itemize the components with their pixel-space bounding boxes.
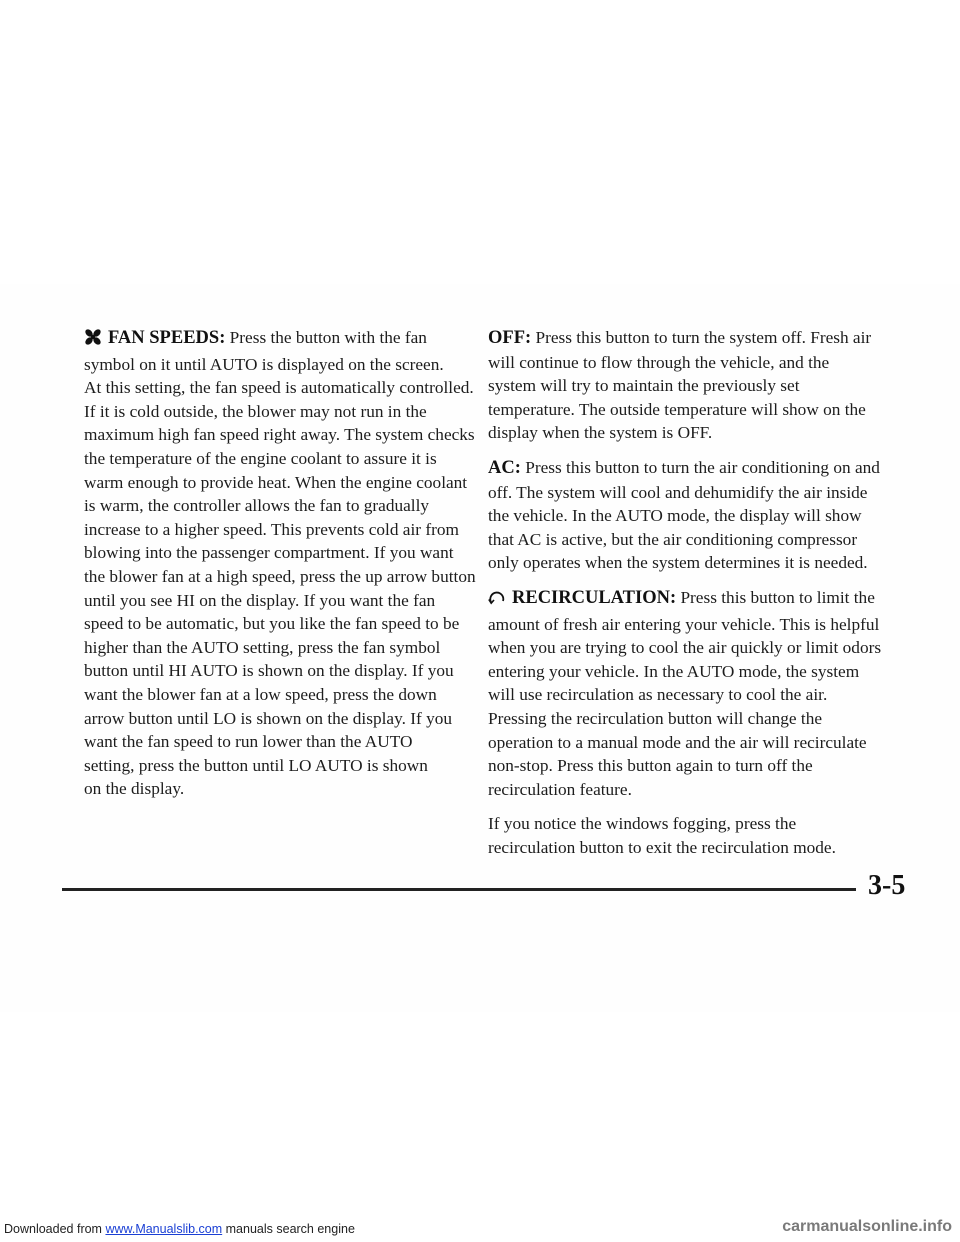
fan-speeds-first-line (84, 326, 486, 353)
off-first-line (488, 326, 918, 351)
fan-speeds-line: warm enough to provide heat. When the engine coolant (84, 472, 468, 492)
fan-speeds-line: arrow button until LO is shown on the display. If you (84, 708, 452, 728)
off-line: display when the system is OFF. (488, 423, 713, 443)
fan-speeds-line: want the blower fan at a low speed, press the down (84, 684, 437, 704)
ac-first-line (488, 456, 918, 481)
fan-speeds-line: higher than the AUTO setting, press the fan symbol (84, 637, 441, 657)
fan-speeds-line: If it is cold outside, the blower may not run in the (84, 401, 427, 421)
off-heading: OFF: (488, 328, 532, 348)
fan-speeds-line: want the fan speed to run lower than the AUTO (84, 732, 413, 752)
fan-speeds-line: Press the button with the fan (225, 328, 427, 347)
recirculation-line: non-stop. Press this button again to turn off the (488, 756, 813, 776)
fan-speeds-paragraph (84, 326, 486, 801)
off-line: Press this button to turn the system off. Fresh air (531, 328, 872, 347)
recirculation-line: Pressing the recirculation button will change the (488, 708, 823, 728)
page-number: 3-5 (868, 870, 906, 901)
watermark: carmanualsonline.info (782, 1218, 952, 1235)
recirculation-line: entering your vehicle. In the AUTO mode, the system (488, 661, 860, 681)
off-line: temperature. The outside temperature will show on the (488, 399, 866, 419)
recirculation-icon (488, 589, 506, 613)
fan-speeds-line: speed to be automatic, but you like the fan speed to be (84, 614, 460, 634)
off-paragraph (488, 326, 918, 445)
fogging-line: recirculation button to exit the recirculation mode. (488, 837, 836, 857)
download-footer (4, 1222, 355, 1236)
right-column (488, 326, 918, 870)
fan-speeds-line: At this setting, the fan speed is automatically controlled. (84, 378, 474, 398)
recirculation-line: will use recirculation as necessary to cool the air. (488, 685, 828, 705)
footer-prefix: Downloaded from (4, 1222, 106, 1236)
left-column (84, 326, 486, 812)
fan-icon (84, 328, 102, 353)
fan-speeds-heading: FAN SPEEDS: (108, 328, 226, 348)
ac-paragraph (488, 456, 918, 575)
fan-speeds-line: blowing into the passenger compartment. If you want (84, 543, 454, 563)
ac-line: only operates when the system determines it is needed. (488, 553, 868, 573)
footer-suffix: manuals search engine (222, 1222, 355, 1236)
ac-line: Press this button to turn the air conditioning on and (520, 457, 880, 477)
ac-line: that AC is active, but the air conditioning compressor (488, 529, 858, 549)
manualslib-link[interactable]: www.Manualslib.com (105, 1222, 223, 1236)
footer-rule (62, 888, 856, 891)
fan-speeds-line: is warm, the controller allows the fan to gradually (84, 496, 430, 516)
fan-speeds-line: the temperature of the engine coolant to assure it is (84, 448, 437, 468)
ac-line: the vehicle. In the AUTO mode, the display will show (488, 506, 862, 526)
recirculation-line: operation to a manual mode and the air will recirculate (488, 732, 867, 752)
fan-speeds-line: setting, press the button until LO AUTO is shown (84, 755, 428, 775)
recirculation-paragraph (488, 586, 918, 801)
recirculation-line: amount of fresh air entering your vehicle. This is helpful (488, 614, 880, 634)
recirculation-line: recirculation feature. (488, 779, 632, 799)
fan-speeds-line: the blower fan at a high speed, press the up arrow button (84, 566, 476, 586)
fan-speeds-line: until you see HI on the display. If you want the fan (84, 590, 436, 610)
recirculation-heading: RECIRCULATION: (512, 587, 677, 608)
recirculation-first-line (488, 586, 918, 613)
fan-speeds-line: symbol on it until AUTO is displayed on the screen. (84, 354, 444, 374)
off-line: will continue to flow through the vehicle, and the (488, 352, 830, 372)
fan-speeds-line: button until HI AUTO is shown on the display. If you (84, 661, 454, 681)
ac-line: off. The system will cool and dehumidify the air inside (488, 482, 868, 502)
recirculation-line: when you are trying to cool the air quickly or limit odors (488, 638, 882, 658)
fogging-paragraph (488, 812, 918, 859)
fan-speeds-line: maximum high fan speed right away. The system checks (84, 425, 475, 445)
fan-speeds-line: on the display. (84, 779, 185, 799)
off-line: system will try to maintain the previously set (488, 376, 800, 396)
recirculation-line: Press this button to limit the (676, 587, 875, 607)
ac-heading: AC: (488, 457, 521, 478)
fan-speeds-line: increase to a higher speed. This prevents cold air from (84, 519, 459, 539)
fogging-line: If you notice the windows fogging, press the (488, 814, 797, 834)
